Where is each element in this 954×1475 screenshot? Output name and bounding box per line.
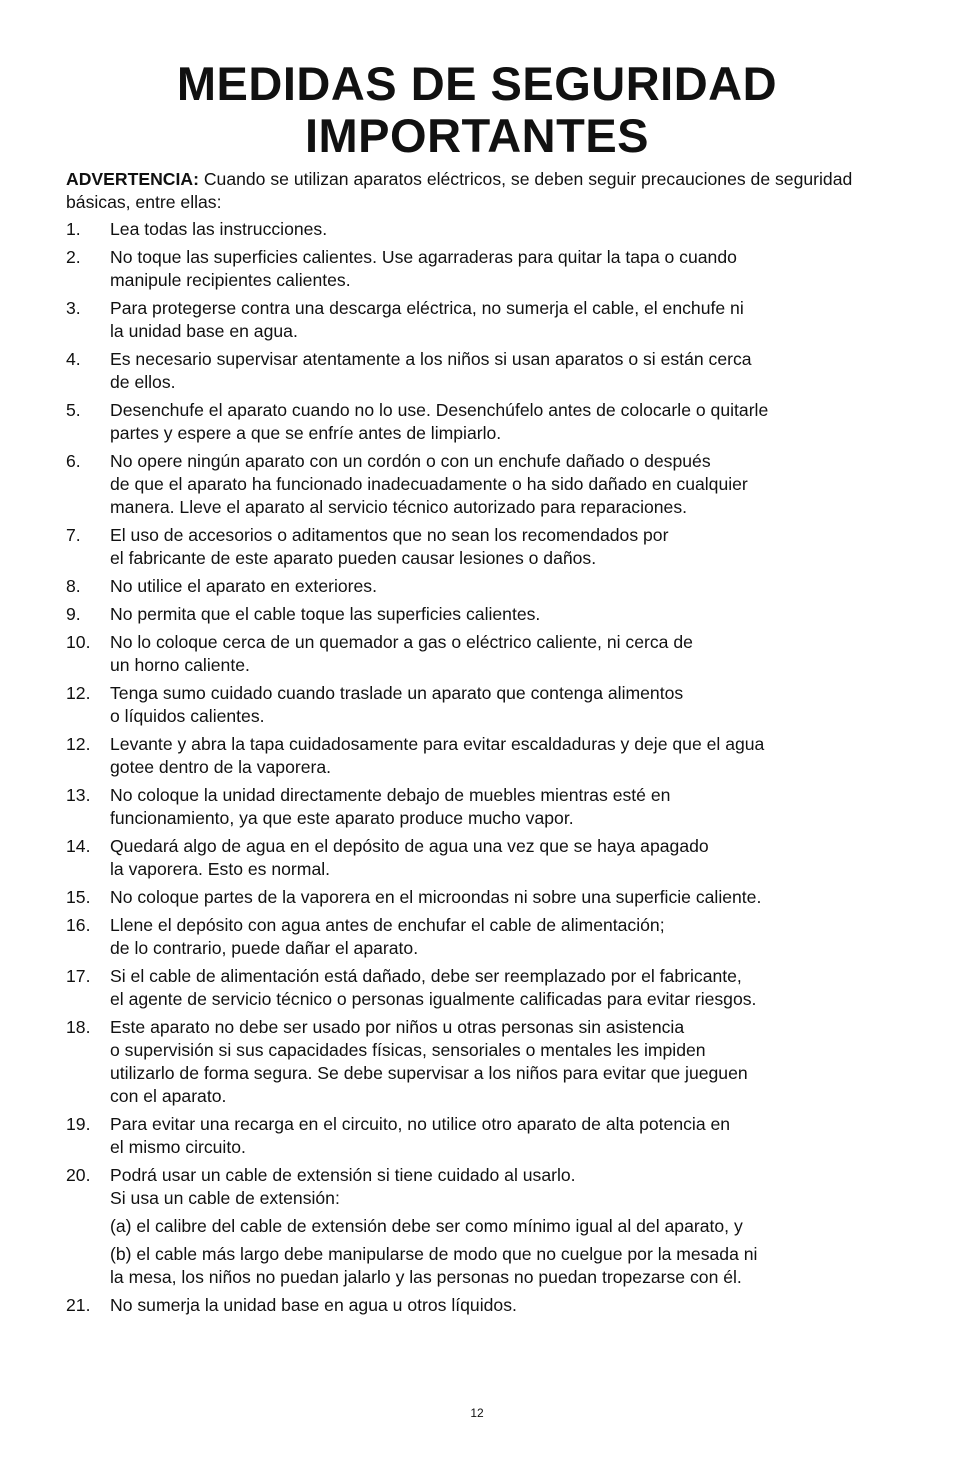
list-item-text-line: utilizarlo de forma segura. Se debe supervisar a los niños para evitar que jueguen	[110, 1063, 748, 1083]
list-item	[66, 603, 896, 626]
list-item-number: 15.	[66, 887, 91, 907]
list-item-text-line: Este aparato no debe ser usado por niños u otras personas sin asistencia	[110, 1017, 685, 1037]
list-item-number: 12.	[66, 683, 91, 703]
list-item-text-line: No utilice el aparato en exteriores.	[110, 576, 377, 596]
list-item	[66, 1016, 896, 1108]
list-item-text-line: No sumerja la unidad base en agua u otros líquidos.	[110, 1295, 517, 1315]
list-item	[66, 450, 896, 519]
list-item-text-line: Si el cable de alimentación está dañado, debe ser reemplazado por el fabricante,	[110, 966, 742, 986]
list-item-text-line: Es necesario supervisar atentamente a los niños si usan aparatos o si están cerca	[110, 349, 752, 369]
list-item-text-line: o líquidos calientes.	[110, 706, 265, 726]
list-item-number: 5.	[66, 400, 81, 420]
list-item	[66, 733, 896, 779]
list-item-text-line: No coloque partes de la vaporera en el microondas ni sobre una superficie caliente.	[110, 887, 762, 907]
list-item-text-line: Para protegerse contra una descarga eléctrica, no sumerja el cable, el enchufe ni	[110, 298, 744, 318]
list-item-text-line: un horno caliente.	[110, 655, 250, 675]
list-item-text-line: Levante y abra la tapa cuidadosamente para evitar escaldaduras y deje que el agua	[110, 734, 765, 754]
safety-instructions-list	[66, 218, 896, 1317]
list-item-text-line: No lo coloque cerca de un quemador a gas o eléctrico caliente, ni cerca de	[110, 632, 693, 652]
list-item	[66, 348, 896, 394]
list-item-number: 13.	[66, 785, 91, 805]
list-item-text-line: Desenchufe el aparato cuando no lo use. Desenchúfelo antes de colocarle o quitarle	[110, 400, 769, 420]
list-subitem	[110, 1215, 896, 1238]
list-item-text-line: el fabricante de este aparato pueden causar lesiones o daños.	[110, 548, 597, 568]
list-item	[66, 886, 896, 909]
list-item-number: 16.	[66, 915, 91, 935]
list-item	[66, 297, 896, 343]
list-item-number: 1.	[66, 219, 81, 239]
list-item	[66, 682, 896, 728]
list-item-text-line: No toque las superficies calientes. Use agarraderas para quitar la tapa o cuando	[110, 247, 737, 267]
list-item-text-line: el agente de servicio técnico o personas igualmente calificadas para evitar riesgos.	[110, 989, 757, 1009]
list-item-text-line: o supervisión si sus capacidades físicas, sensoriales o mentales les impiden	[110, 1040, 706, 1060]
list-item-number: 9.	[66, 604, 81, 624]
list-item-text-line: la unidad base en agua.	[110, 321, 298, 341]
list-item-number: 2.	[66, 247, 81, 267]
list-item-text-line: la vaporera. Esto es normal.	[110, 859, 331, 879]
list-subitem	[110, 1243, 896, 1289]
list-item-number: 14.	[66, 836, 91, 856]
list-subitem-text-line: (b) el cable más largo debe manipularse de modo que no cuelgue por la mesada ni	[110, 1244, 758, 1264]
list-item-text-line: Quedará algo de agua en el depósito de agua una vez que se haya apagado	[110, 836, 709, 856]
list-item	[66, 835, 896, 881]
list-item-text-line: manipule recipientes calientes.	[110, 270, 351, 290]
list-item-text-line: No permita que el cable toque las superficies calientes.	[110, 604, 541, 624]
list-subitem-text-line: (a) el calibre del cable de extensión debe ser como mínimo igual al del aparato, y	[110, 1216, 743, 1236]
list-item	[66, 1113, 896, 1159]
list-item	[66, 914, 896, 960]
list-item	[66, 965, 896, 1011]
warning-paragraph	[66, 168, 896, 214]
list-item-text-line: No coloque la unidad directamente debajo de muebles mientras esté en	[110, 785, 671, 805]
list-item	[66, 784, 896, 830]
list-subitem-text-line: la mesa, los niños no puedan jalarlo y las personas no puedan tropezarse con él.	[110, 1267, 742, 1287]
list-item	[66, 246, 896, 292]
list-item-text-line: partes y espere a que se enfríe antes de limpiarlo.	[110, 423, 502, 443]
list-item-text-line: el mismo circuito.	[110, 1137, 246, 1157]
list-item-number: 4.	[66, 349, 81, 369]
list-item-number: 17.	[66, 966, 91, 986]
list-item-text-line: manera. Lleve el aparato al servicio técnico autorizado para reparaciones.	[110, 497, 688, 517]
warning-label: ADVERTENCIA:	[66, 169, 199, 189]
list-item-text-line: Para evitar una recarga en el circuito, no utilice otro aparato de alta potencia en	[110, 1114, 731, 1134]
list-item-text-line: funcionamiento, ya que este aparato produce mucho vapor.	[110, 808, 574, 828]
list-item-text-line: El uso de accesorios o aditamentos que no sean los recomendados por	[110, 525, 669, 545]
list-item-number: 6.	[66, 451, 81, 471]
list-item	[66, 631, 896, 677]
list-item-text-line: Lea todas las instrucciones.	[110, 219, 328, 239]
list-item-text-line: No opere ningún aparato con un cordón o con un enchufe dañado o después	[110, 451, 711, 471]
list-item-number: 8.	[66, 576, 81, 596]
list-item	[66, 218, 896, 241]
list-item-text-line: gotee dentro de la vaporera.	[110, 757, 332, 777]
warning-text: Cuando se utilizan aparatos eléctricos, se deben seguir precauciones de seguridad básicas, entre ellas:	[66, 169, 853, 212]
page-title-line-1: MEDIDAS DE SEGURIDAD	[176, 57, 778, 110]
list-item-text-line: Podrá usar un cable de extensión si tiene cuidado al usarlo.	[110, 1165, 576, 1185]
list-item-number: 19.	[66, 1114, 91, 1134]
list-item-number: 7.	[66, 525, 81, 545]
list-item-text-line: Llene el depósito con agua antes de enchufar el cable de alimentación;	[110, 915, 665, 935]
list-item-number: 21.	[66, 1295, 91, 1315]
list-item-number: 3.	[66, 298, 81, 318]
list-item	[66, 524, 896, 570]
page-title-line-2: IMPORTANTES	[304, 109, 650, 162]
page-title	[0, 58, 954, 162]
page-number: 12	[470, 1406, 484, 1420]
list-item	[66, 575, 896, 598]
list-item-number: 12.	[66, 734, 91, 754]
list-item-text-line: de lo contrario, puede dañar el aparato.	[110, 938, 419, 958]
list-item-text-line: de que el aparato ha funcionado inadecuadamente o ha sido dañado en cualquier	[110, 474, 748, 494]
list-item-text-line: de ellos.	[110, 372, 176, 392]
list-item-text-line: con el aparato.	[110, 1086, 227, 1106]
list-item-number: 20.	[66, 1165, 91, 1185]
list-item-number: 18.	[66, 1017, 91, 1037]
list-item	[66, 1164, 896, 1289]
list-item	[66, 1294, 896, 1317]
safety-content	[66, 168, 896, 1322]
list-item-number: 10.	[66, 632, 91, 652]
list-item	[66, 399, 896, 445]
list-item-text-line: Si usa un cable de extensión:	[110, 1188, 340, 1208]
list-item-text-line: Tenga sumo cuidado cuando traslade un aparato que contenga alimentos	[110, 683, 684, 703]
